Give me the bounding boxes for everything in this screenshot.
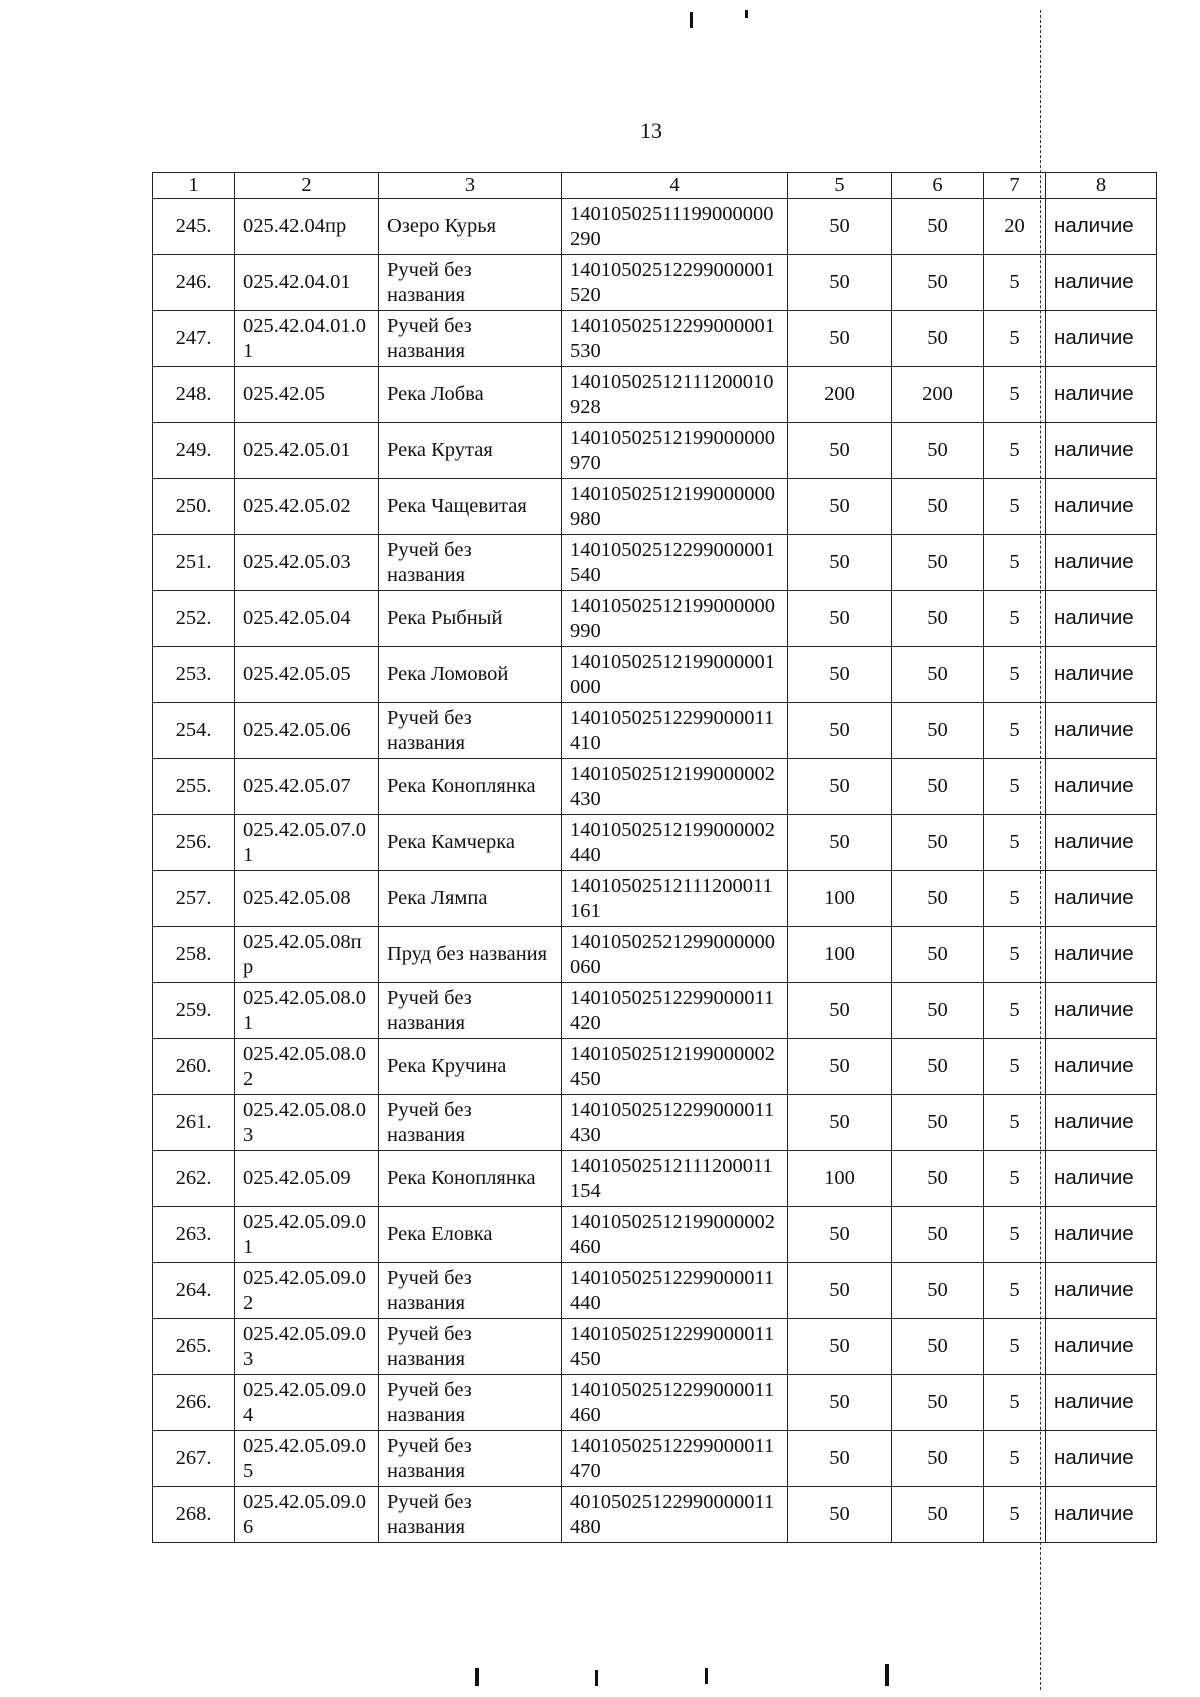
table-row bbox=[153, 311, 1157, 367]
registry-id-cell: 14010502512299000001530 bbox=[562, 311, 788, 367]
table-row bbox=[153, 591, 1157, 647]
row-number-cell: 267. bbox=[153, 1431, 235, 1487]
name-cell: Ручей без названия bbox=[379, 1431, 562, 1487]
table-row bbox=[153, 1263, 1157, 1319]
column-5-cell: 50 bbox=[788, 591, 892, 647]
row-number-cell: 251. bbox=[153, 535, 235, 591]
column-5-cell: 50 bbox=[788, 535, 892, 591]
status-cell: наличие bbox=[1046, 647, 1157, 703]
table-row bbox=[153, 423, 1157, 479]
scan-speck bbox=[475, 1668, 479, 1686]
registry-id-cell: 14010502512299000011430 bbox=[562, 1095, 788, 1151]
water-bodies-table bbox=[152, 172, 1157, 1543]
code-cell: 025.42.05.09.04 bbox=[235, 1375, 379, 1431]
row-number-cell: 252. bbox=[153, 591, 235, 647]
row-number-cell: 260. bbox=[153, 1039, 235, 1095]
registry-id-cell: 14010502512299000001540 bbox=[562, 535, 788, 591]
column-6-cell: 50 bbox=[892, 199, 984, 255]
row-number-cell: 264. bbox=[153, 1263, 235, 1319]
row-number-cell: 256. bbox=[153, 815, 235, 871]
registry-id-cell: 14010502512199000000970 bbox=[562, 423, 788, 479]
row-number-cell: 255. bbox=[153, 759, 235, 815]
registry-id-cell: 14010502512299000011440 bbox=[562, 1263, 788, 1319]
column-7-cell: 5 bbox=[984, 591, 1046, 647]
column-6-cell: 50 bbox=[892, 703, 984, 759]
column-6-cell: 50 bbox=[892, 1151, 984, 1207]
column-6-cell: 50 bbox=[892, 1487, 984, 1543]
status-cell: наличие bbox=[1046, 703, 1157, 759]
column-5-cell: 200 bbox=[788, 367, 892, 423]
status-cell: наличие bbox=[1046, 1263, 1157, 1319]
code-cell: 025.42.05.03 bbox=[235, 535, 379, 591]
name-cell: Пруд без названия bbox=[379, 927, 562, 983]
registry-id-cell: 40105025122990000011480 bbox=[562, 1487, 788, 1543]
column-7-cell: 5 bbox=[984, 1263, 1046, 1319]
column-7-cell: 5 bbox=[984, 871, 1046, 927]
header-cell: 4 bbox=[562, 173, 788, 199]
column-5-cell: 50 bbox=[788, 1319, 892, 1375]
row-number-cell: 257. bbox=[153, 871, 235, 927]
code-cell: 025.42.05.06 bbox=[235, 703, 379, 759]
column-5-cell: 50 bbox=[788, 1431, 892, 1487]
row-number-cell: 262. bbox=[153, 1151, 235, 1207]
row-number-cell: 258. bbox=[153, 927, 235, 983]
table-row bbox=[153, 479, 1157, 535]
registry-id-cell: 14010502512299000011470 bbox=[562, 1431, 788, 1487]
column-5-cell: 50 bbox=[788, 311, 892, 367]
registry-id-cell: 14010502512199000002440 bbox=[562, 815, 788, 871]
name-cell: Река Камчерка bbox=[379, 815, 562, 871]
column-7-cell: 5 bbox=[984, 1487, 1046, 1543]
code-cell: 025.42.05.09.01 bbox=[235, 1207, 379, 1263]
registry-id-cell: 14010502521299000000060 bbox=[562, 927, 788, 983]
status-cell: наличие bbox=[1046, 423, 1157, 479]
scan-speck bbox=[690, 12, 693, 28]
column-6-cell: 50 bbox=[892, 1431, 984, 1487]
table-row bbox=[153, 815, 1157, 871]
status-cell: наличие bbox=[1046, 1151, 1157, 1207]
column-5-cell: 50 bbox=[788, 423, 892, 479]
column-7-cell: 5 bbox=[984, 703, 1046, 759]
column-7-cell: 5 bbox=[984, 367, 1046, 423]
registry-id-cell: 14010502512199000002450 bbox=[562, 1039, 788, 1095]
code-cell: 025.42.05.08.01 bbox=[235, 983, 379, 1039]
code-cell: 025.42.05.04 bbox=[235, 591, 379, 647]
status-cell: наличие bbox=[1046, 311, 1157, 367]
column-5-cell: 50 bbox=[788, 479, 892, 535]
column-5-cell: 100 bbox=[788, 1151, 892, 1207]
status-cell: наличие bbox=[1046, 1095, 1157, 1151]
table-row bbox=[153, 535, 1157, 591]
column-7-cell: 5 bbox=[984, 1319, 1046, 1375]
code-cell: 025.42.05.07 bbox=[235, 759, 379, 815]
name-cell: Река Лямпа bbox=[379, 871, 562, 927]
registry-id-cell: 14010502512299000001520 bbox=[562, 255, 788, 311]
header-cell: 1 bbox=[153, 173, 235, 199]
code-cell: 025.42.04.01.01 bbox=[235, 311, 379, 367]
row-number-cell: 245. bbox=[153, 199, 235, 255]
status-cell: наличие bbox=[1046, 759, 1157, 815]
code-cell: 025.42.05.07.01 bbox=[235, 815, 379, 871]
column-7-cell: 5 bbox=[984, 815, 1046, 871]
column-6-cell: 50 bbox=[892, 423, 984, 479]
column-6-cell: 50 bbox=[892, 1039, 984, 1095]
table-row bbox=[153, 255, 1157, 311]
table-row bbox=[153, 759, 1157, 815]
name-cell: Ручей без названия bbox=[379, 1319, 562, 1375]
column-7-cell: 5 bbox=[984, 1207, 1046, 1263]
scan-speck bbox=[595, 1670, 598, 1686]
column-7-cell: 5 bbox=[984, 1375, 1046, 1431]
registry-id-cell: 14010502512299000011460 bbox=[562, 1375, 788, 1431]
name-cell: Река Рыбный bbox=[379, 591, 562, 647]
name-cell: Ручей без названия bbox=[379, 255, 562, 311]
registry-id-cell: 14010502512199000000990 bbox=[562, 591, 788, 647]
status-cell: наличие bbox=[1046, 1375, 1157, 1431]
registry-id-cell: 14010502512111200011161 bbox=[562, 871, 788, 927]
scan-speck bbox=[705, 1668, 708, 1684]
status-cell: наличие bbox=[1046, 367, 1157, 423]
column-6-cell: 50 bbox=[892, 479, 984, 535]
column-7-cell: 5 bbox=[984, 423, 1046, 479]
table-row bbox=[153, 703, 1157, 759]
scan-speck bbox=[745, 10, 748, 18]
name-cell: Ручей без названия bbox=[379, 535, 562, 591]
status-cell: наличие bbox=[1046, 1039, 1157, 1095]
table-row bbox=[153, 1095, 1157, 1151]
table-row bbox=[153, 1375, 1157, 1431]
table-row bbox=[153, 1039, 1157, 1095]
column-6-cell: 50 bbox=[892, 1319, 984, 1375]
row-number-cell: 266. bbox=[153, 1375, 235, 1431]
column-5-cell: 100 bbox=[788, 871, 892, 927]
status-cell: наличие bbox=[1046, 1431, 1157, 1487]
header-cell: 5 bbox=[788, 173, 892, 199]
column-6-cell: 50 bbox=[892, 591, 984, 647]
status-cell: наличие bbox=[1046, 983, 1157, 1039]
registry-id-cell: 14010502512199000001000 bbox=[562, 647, 788, 703]
name-cell: Река Крутая bbox=[379, 423, 562, 479]
page-number: 13 bbox=[640, 118, 662, 143]
code-cell: 025.42.04пр bbox=[235, 199, 379, 255]
table-row bbox=[153, 367, 1157, 423]
name-cell: Река Ломовой bbox=[379, 647, 562, 703]
code-cell: 025.42.05.09.02 bbox=[235, 1263, 379, 1319]
name-cell: Ручей без названия bbox=[379, 1375, 562, 1431]
column-6-cell: 50 bbox=[892, 759, 984, 815]
column-5-cell: 50 bbox=[788, 703, 892, 759]
column-6-cell: 50 bbox=[892, 647, 984, 703]
registry-id-cell: 14010502512299000011410 bbox=[562, 703, 788, 759]
status-cell: наличие bbox=[1046, 815, 1157, 871]
column-6-cell: 50 bbox=[892, 1375, 984, 1431]
table-row bbox=[153, 1319, 1157, 1375]
column-5-cell: 100 bbox=[788, 927, 892, 983]
column-5-cell: 50 bbox=[788, 1487, 892, 1543]
column-5-cell: 50 bbox=[788, 1039, 892, 1095]
column-6-cell: 50 bbox=[892, 815, 984, 871]
column-7-cell: 5 bbox=[984, 1095, 1046, 1151]
name-cell: Река Кручина bbox=[379, 1039, 562, 1095]
row-number-cell: 248. bbox=[153, 367, 235, 423]
column-6-cell: 50 bbox=[892, 1263, 984, 1319]
column-7-cell: 5 bbox=[984, 759, 1046, 815]
column-7-cell: 5 bbox=[984, 535, 1046, 591]
row-number-cell: 247. bbox=[153, 311, 235, 367]
registry-id-cell: 14010502512299000011450 bbox=[562, 1319, 788, 1375]
header-cell: 8 bbox=[1046, 173, 1157, 199]
table-row bbox=[153, 871, 1157, 927]
row-number-cell: 261. bbox=[153, 1095, 235, 1151]
header-cell: 6 bbox=[892, 173, 984, 199]
status-cell: наличие bbox=[1046, 1487, 1157, 1543]
column-5-cell: 50 bbox=[788, 1263, 892, 1319]
code-cell: 025.42.05.08.02 bbox=[235, 1039, 379, 1095]
code-cell: 025.42.05.05 bbox=[235, 647, 379, 703]
column-6-cell: 50 bbox=[892, 255, 984, 311]
registry-id-cell: 14010502511199000000290 bbox=[562, 199, 788, 255]
column-5-cell: 50 bbox=[788, 1207, 892, 1263]
column-5-cell: 50 bbox=[788, 1095, 892, 1151]
row-number-cell: 265. bbox=[153, 1319, 235, 1375]
name-cell: Ручей без названия bbox=[379, 703, 562, 759]
registry-id-cell: 14010502512111200010928 bbox=[562, 367, 788, 423]
registry-id-cell: 14010502512199000002430 bbox=[562, 759, 788, 815]
name-cell: Ручей без названия bbox=[379, 1095, 562, 1151]
name-cell: Ручей без названия bbox=[379, 1487, 562, 1543]
row-number-cell: 263. bbox=[153, 1207, 235, 1263]
status-cell: наличие bbox=[1046, 255, 1157, 311]
name-cell: Река Коноплянка bbox=[379, 1151, 562, 1207]
code-cell: 025.42.05.09.05 bbox=[235, 1431, 379, 1487]
column-7-cell: 5 bbox=[984, 647, 1046, 703]
table-row bbox=[153, 1487, 1157, 1543]
row-number-cell: 268. bbox=[153, 1487, 235, 1543]
column-6-cell: 50 bbox=[892, 983, 984, 1039]
code-cell: 025.42.05.02 bbox=[235, 479, 379, 535]
column-5-cell: 50 bbox=[788, 815, 892, 871]
code-cell: 025.42.04.01 bbox=[235, 255, 379, 311]
column-6-cell: 200 bbox=[892, 367, 984, 423]
row-number-cell: 254. bbox=[153, 703, 235, 759]
row-number-cell: 246. bbox=[153, 255, 235, 311]
code-cell: 025.42.05.09.06 bbox=[235, 1487, 379, 1543]
name-cell: Река Коноплянка bbox=[379, 759, 562, 815]
status-cell: наличие bbox=[1046, 1207, 1157, 1263]
status-cell: наличие bbox=[1046, 871, 1157, 927]
scan-speck bbox=[885, 1664, 889, 1686]
column-6-cell: 50 bbox=[892, 927, 984, 983]
status-cell: наличие bbox=[1046, 1319, 1157, 1375]
column-7-cell: 5 bbox=[984, 255, 1046, 311]
table-row bbox=[153, 1431, 1157, 1487]
status-cell: наличие bbox=[1046, 199, 1157, 255]
registry-id-cell: 14010502512199000002460 bbox=[562, 1207, 788, 1263]
status-cell: наличие bbox=[1046, 591, 1157, 647]
name-cell: Река Чащевитая bbox=[379, 479, 562, 535]
registry-id-cell: 14010502512199000000980 bbox=[562, 479, 788, 535]
header-cell: 2 bbox=[235, 173, 379, 199]
table-row bbox=[153, 927, 1157, 983]
column-7-cell: 5 bbox=[984, 1151, 1046, 1207]
column-7-cell: 20 bbox=[984, 199, 1046, 255]
row-number-cell: 249. bbox=[153, 423, 235, 479]
registry-id-cell: 14010502512111200011154 bbox=[562, 1151, 788, 1207]
name-cell: Озеро Курья bbox=[379, 199, 562, 255]
code-cell: 025.42.05.09 bbox=[235, 1151, 379, 1207]
column-7-cell: 5 bbox=[984, 983, 1046, 1039]
column-7-cell: 5 bbox=[984, 311, 1046, 367]
header-cell: 3 bbox=[379, 173, 562, 199]
row-number-cell: 253. bbox=[153, 647, 235, 703]
code-cell: 025.42.05 bbox=[235, 367, 379, 423]
table-row bbox=[153, 1151, 1157, 1207]
column-6-cell: 50 bbox=[892, 1207, 984, 1263]
header-cell: 7 bbox=[984, 173, 1046, 199]
column-7-cell: 5 bbox=[984, 1431, 1046, 1487]
status-cell: наличие bbox=[1046, 479, 1157, 535]
status-cell: наличие bbox=[1046, 535, 1157, 591]
column-6-cell: 50 bbox=[892, 1095, 984, 1151]
column-5-cell: 50 bbox=[788, 255, 892, 311]
row-number-cell: 259. bbox=[153, 983, 235, 1039]
code-cell: 025.42.05.01 bbox=[235, 423, 379, 479]
column-6-cell: 50 bbox=[892, 311, 984, 367]
table-row bbox=[153, 983, 1157, 1039]
code-cell: 025.42.05.09.03 bbox=[235, 1319, 379, 1375]
column-7-cell: 5 bbox=[984, 1039, 1046, 1095]
column-7-cell: 5 bbox=[984, 927, 1046, 983]
name-cell: Ручей без названия bbox=[379, 1263, 562, 1319]
status-cell: наличие bbox=[1046, 927, 1157, 983]
name-cell: Ручей без названия bbox=[379, 311, 562, 367]
table-row bbox=[153, 199, 1157, 255]
registry-id-cell: 14010502512299000011420 bbox=[562, 983, 788, 1039]
header-row bbox=[153, 173, 1157, 199]
column-5-cell: 50 bbox=[788, 759, 892, 815]
column-5-cell: 50 bbox=[788, 983, 892, 1039]
column-5-cell: 50 bbox=[788, 647, 892, 703]
name-cell: Река Лобва bbox=[379, 367, 562, 423]
row-number-cell: 250. bbox=[153, 479, 235, 535]
code-cell: 025.42.05.08пр bbox=[235, 927, 379, 983]
column-5-cell: 50 bbox=[788, 199, 892, 255]
column-7-cell: 5 bbox=[984, 479, 1046, 535]
column-6-cell: 50 bbox=[892, 871, 984, 927]
name-cell: Река Еловка bbox=[379, 1207, 562, 1263]
code-cell: 025.42.05.08 bbox=[235, 871, 379, 927]
column-6-cell: 50 bbox=[892, 535, 984, 591]
table-row bbox=[153, 647, 1157, 703]
column-5-cell: 50 bbox=[788, 1375, 892, 1431]
table-row bbox=[153, 1207, 1157, 1263]
name-cell: Ручей без названия bbox=[379, 983, 562, 1039]
code-cell: 025.42.05.08.03 bbox=[235, 1095, 379, 1151]
